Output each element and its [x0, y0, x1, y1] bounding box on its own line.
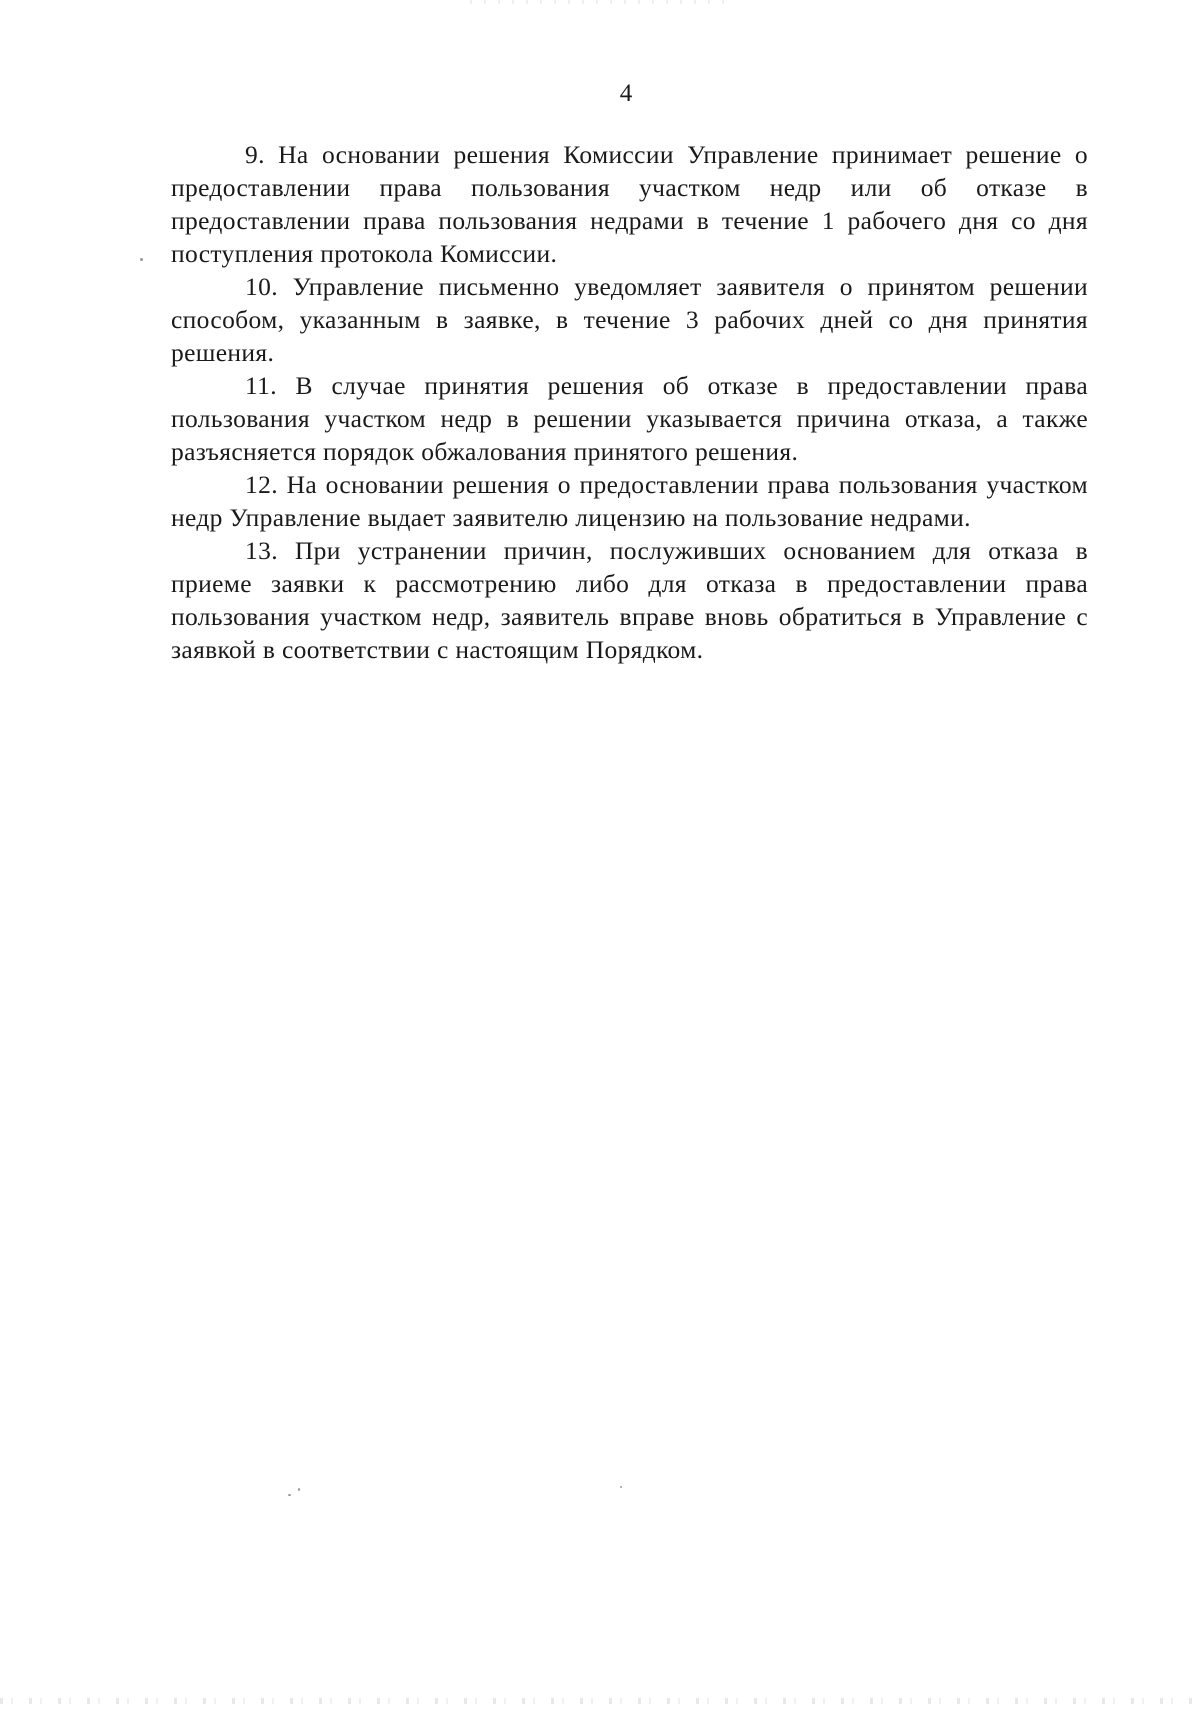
paragraph-10: 10. Управление письменно уведомляет заявителя о принятом решении способом, указанным в заявке, в течение 3 рабочих дней со дня принятия решения.	[171, 272, 1088, 367]
scan-speck	[620, 1486, 622, 1488]
page-number: 4	[619, 80, 633, 107]
scan-speck	[288, 1494, 291, 1496]
paragraph-9: 9. На основании решения Комиссии Управление принимает решение о предоставлении права пользования участком недр или об отказе в предоставлении права пользования недрами в течение 1 рабочего дня со дня поступления протокола Комиссии.	[171, 140, 1088, 268]
scan-speck	[298, 1488, 300, 1491]
scan-speck	[140, 258, 143, 261]
paragraph-13: 13. При устранении причин, послуживших основанием для отказа в приеме заявки к рассмотрению либо для отказа в предоставлении права пользования участком недр, заявитель вправе вновь обратиться в Управление с заявкой в соответствии с настоящим Порядком.	[171, 536, 1088, 664]
scan-noise-bottom	[0, 1698, 1200, 1704]
paragraph-12: 12. На основании решения о предоставлении права пользования участком недр Управление выдает заявителю лицензию на пользование недрами.	[171, 470, 1088, 532]
document-body	[171, 138, 1088, 666]
paragraph-11: 11. В случае принятия решения об отказе в предоставлении права пользования участком недр в решении указывается причина отказа, а также разъясняется порядок обжалования принятого решения.	[171, 371, 1088, 466]
scan-noise-top	[470, 0, 730, 4]
